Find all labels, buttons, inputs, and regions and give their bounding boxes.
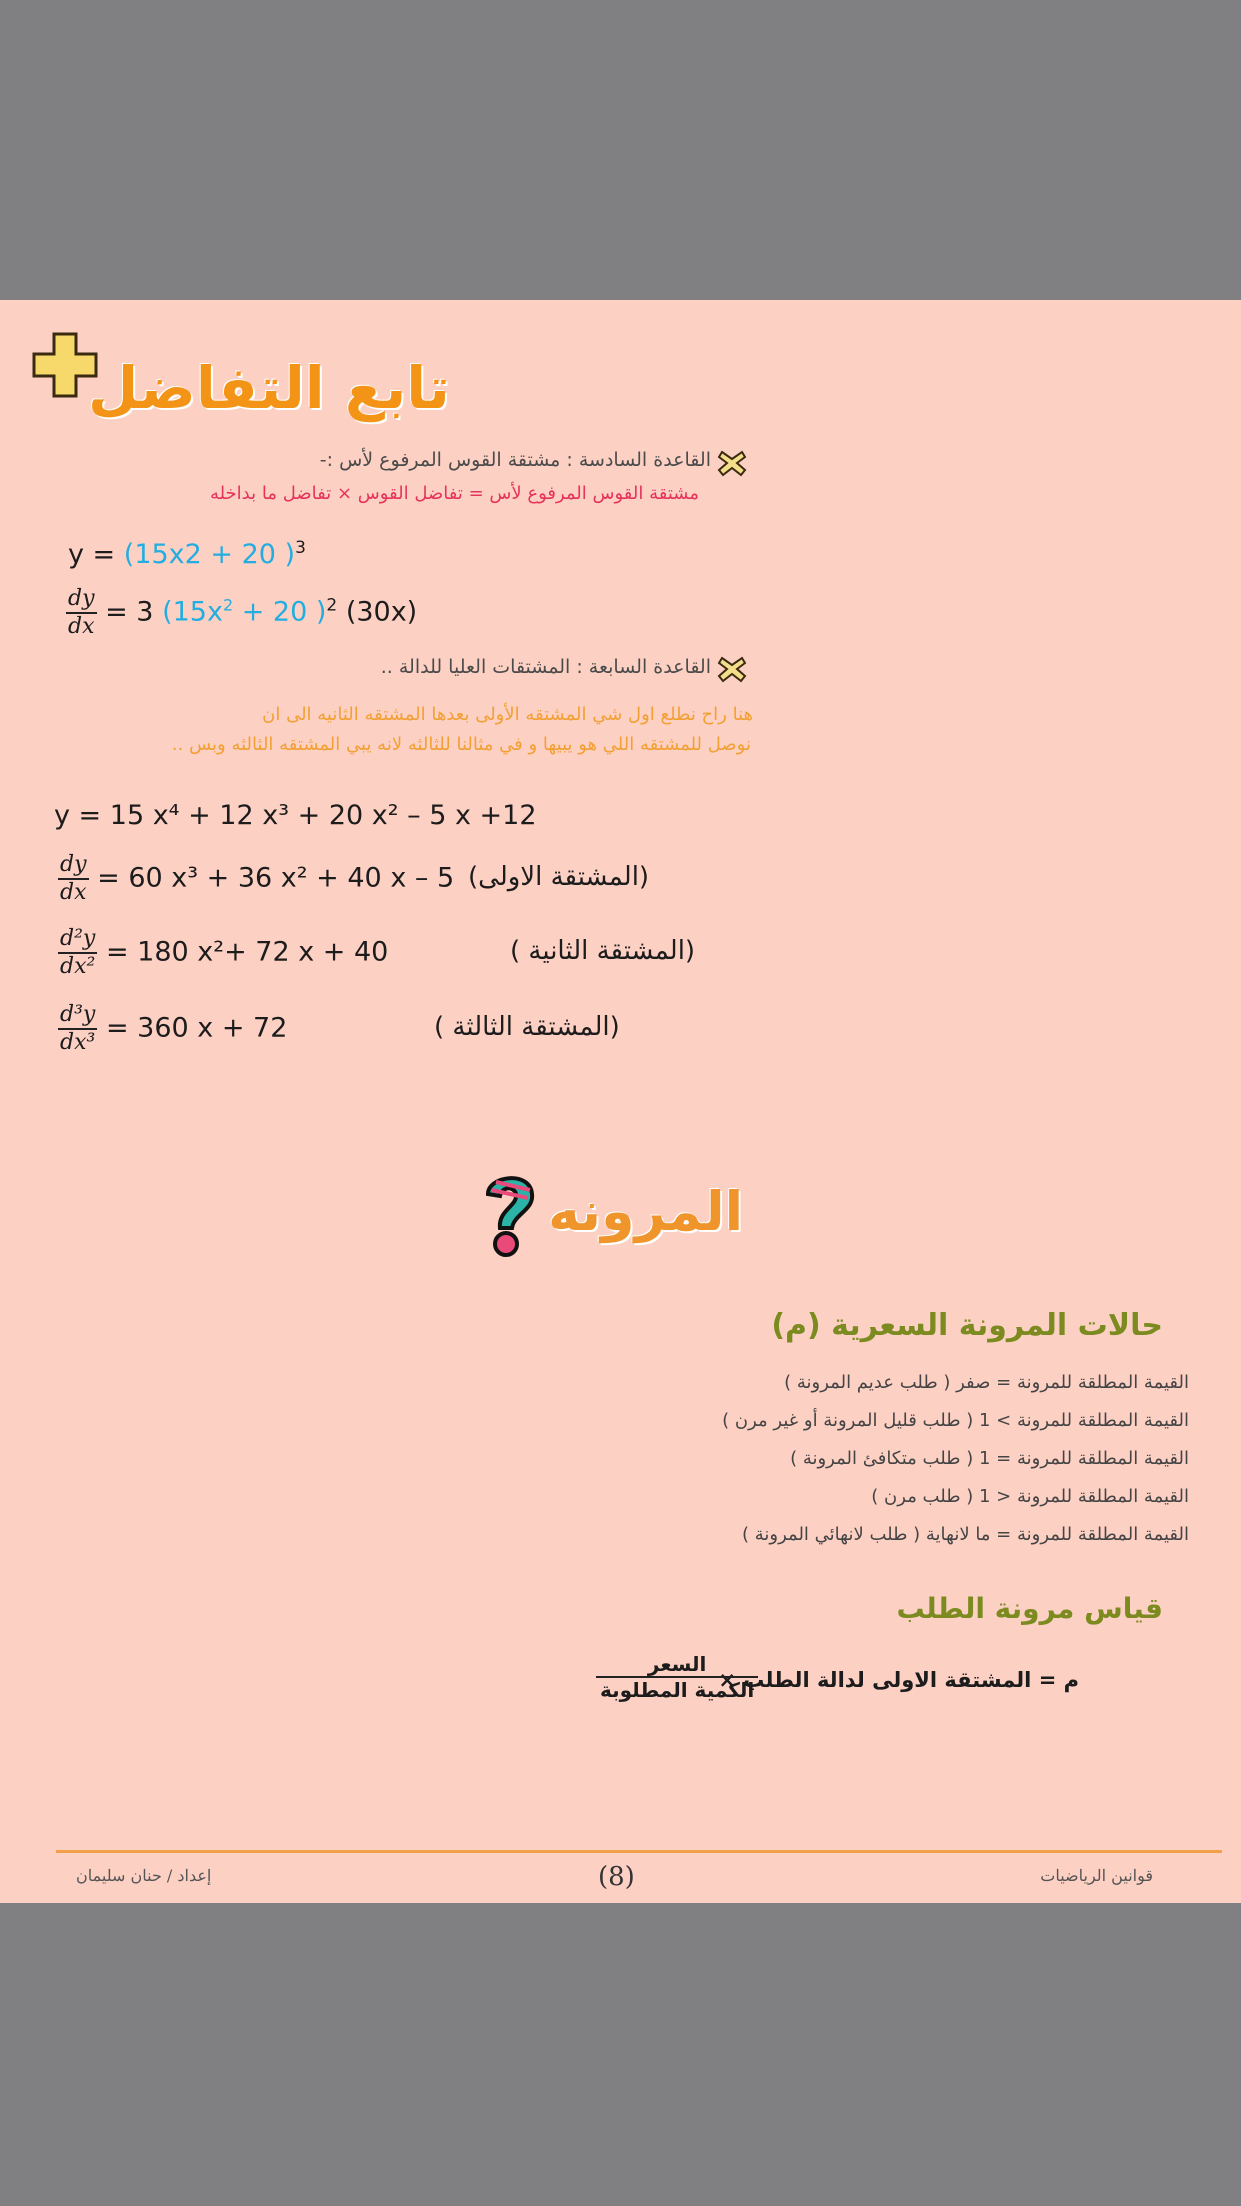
rule7-d1 bbox=[58, 852, 454, 906]
rule7-heading: القاعدة السابعة : المشتقات العليا للدالة .. bbox=[380, 656, 711, 678]
d3-den: dx³ bbox=[60, 1030, 96, 1055]
eq2-sq: 2 bbox=[222, 595, 234, 615]
eq2-paren-open: (15x bbox=[162, 596, 223, 628]
eq2-num: dy bbox=[66, 586, 97, 614]
case-line: القيمة المطلقة للمرونة = صفر ( طلب عديم المرونة ) bbox=[784, 1372, 1189, 1393]
d2-label: (المشتقة الثانية ) bbox=[510, 936, 696, 966]
cases-title: حالات المرونة السعرية (م) bbox=[771, 1308, 1163, 1343]
footer-left: إعداد / حنان سليمان bbox=[76, 1866, 212, 1885]
d1-expr: = 60 x³ + 36 x² + 40 x – 5 bbox=[97, 862, 455, 894]
page-number: (8) bbox=[598, 1862, 635, 1892]
eq1-paren: (15x2 + 20 ) bbox=[123, 539, 296, 570]
elasticity-title: المرونه bbox=[548, 1180, 744, 1243]
eq2-exp: 2 bbox=[326, 595, 338, 616]
measure-title: قياس مرونة الطلب bbox=[896, 1592, 1163, 1625]
d1-den: dx bbox=[60, 880, 87, 905]
rule7-y-eq: y = 15 x⁴ + 12 x³ + 20 x² – 5 x +12 bbox=[54, 800, 537, 831]
cross-bullet-icon bbox=[716, 448, 748, 478]
formula-den: الكمية المطلوبة bbox=[600, 1678, 755, 1702]
d1-fraction bbox=[58, 852, 89, 906]
d2-expr: = 180 x²+ 72 x + 40 bbox=[105, 936, 389, 968]
d3-num: d³y bbox=[58, 1002, 97, 1030]
rule6-heading: القاعدة السادسة : مشتقة القوس المرفوع لأس :- bbox=[319, 449, 711, 471]
rule6-eq2 bbox=[66, 586, 417, 640]
rule6-eq1 bbox=[68, 538, 306, 570]
eq2-paren-close: + 20 ) bbox=[233, 596, 327, 628]
rule7-note-line1: هنا راح نطلع اول شي المشتقه الأولى بعدها المشتقه الثانيه الى ان bbox=[262, 704, 753, 725]
formula-fraction bbox=[596, 1652, 758, 1702]
case-line: القيمة المطلقة للمرونة > 1 ( طلب قليل المرونة أو غير مرن ) bbox=[722, 1410, 1189, 1431]
cross-bullet-icon-2 bbox=[716, 654, 748, 684]
rule7-d3 bbox=[58, 1002, 287, 1056]
rule6-statement: مشتقة القوس المرفوع لأس = تفاضل القوس × تفاضل ما بداخله bbox=[209, 483, 699, 504]
d2-fraction bbox=[58, 926, 97, 980]
document-page bbox=[0, 300, 1241, 1903]
rule7-d2 bbox=[58, 926, 388, 980]
eq1-lhs: y = bbox=[68, 539, 124, 570]
d1-label: (المشتقة الاولى) bbox=[468, 862, 650, 892]
footer-right: قوانين الرياضيات bbox=[1040, 1866, 1153, 1885]
d3-label: (المشتقة الثالثة ) bbox=[434, 1012, 620, 1042]
eq1-exp: 3 bbox=[295, 538, 306, 558]
eq2-den: dx bbox=[68, 614, 95, 639]
footer-rule bbox=[56, 1850, 1222, 1853]
d2-num: d²y bbox=[58, 926, 97, 954]
eq2-fraction bbox=[66, 586, 97, 640]
formula-num: السعر bbox=[596, 1652, 758, 1678]
eq2-a: = 3 bbox=[96, 596, 163, 628]
d3-fraction bbox=[58, 1002, 97, 1056]
eq2-tail: (30x) bbox=[337, 596, 418, 628]
formula-left: م = المشتقة الاولى لدالة الطلب × bbox=[718, 1668, 1079, 1692]
d2-den: dx² bbox=[60, 954, 96, 979]
case-line: القيمة المطلقة للمرونة = 1 ( طلب متكافئ المرونة ) bbox=[790, 1448, 1189, 1469]
question-mark-icon bbox=[478, 1168, 540, 1260]
rule7-note-line2: نوصل للمشتقه اللي هو يبيها و في مثالنا للثالثه لانه يبي المشتقه الثالثه وبس .. bbox=[171, 734, 751, 755]
d1-num: dy bbox=[58, 852, 89, 880]
case-line: القيمة المطلقة للمرونة < 1 ( طلب مرن ) bbox=[871, 1486, 1189, 1507]
case-line: القيمة المطلقة للمرونة = ما لانهاية ( طلب لانهائي المرونة ) bbox=[742, 1524, 1189, 1545]
d3-expr: = 360 x + 72 bbox=[105, 1012, 288, 1044]
page-title: تابع التفاضل bbox=[88, 354, 450, 422]
